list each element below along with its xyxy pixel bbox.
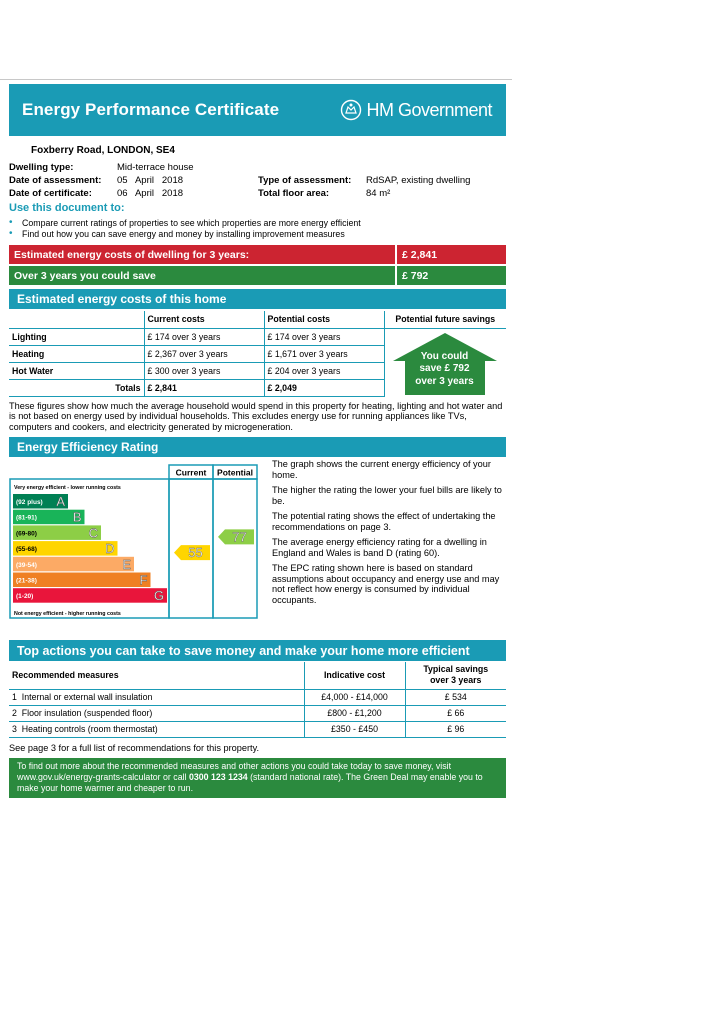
dwelling-type-value: Mid-terrace house (117, 162, 194, 173)
table-row: Lighting £ 174 over 3 years £ 174 over 3 years You could save £ 792 over 3 years (9, 328, 506, 345)
rating-bands (13, 494, 167, 603)
property-address: Foxberry Road, LONDON, SE4 (31, 145, 175, 156)
certificate-title: Energy Performance Certificate (22, 100, 280, 119)
rating-section-title: Energy Efficiency Rating (9, 437, 506, 457)
rating-band-letter: D (105, 541, 115, 557)
estimated-cost-value: £ 2,841 (397, 245, 506, 264)
recommended-measures-table (9, 662, 506, 738)
typical-savings-header: Typical savings over 3 years (405, 662, 506, 689)
bullet-icon: • (9, 228, 13, 239)
list-item: • Find out how you can save energy and money by installing improvement measures (9, 228, 345, 239)
rating-band-letter: F (139, 572, 148, 588)
rating-arrows (174, 529, 254, 560)
date-of-assessment-label: Date of assessment: (9, 175, 102, 186)
rating-band-range: (92 plus) (16, 499, 43, 506)
future-savings-header: Potential future savings (384, 311, 506, 328)
rating-band-range: (81-91) (16, 514, 37, 522)
rating-band-g (13, 588, 167, 603)
table-row: 1 Internal or external wall insulation £4,000 - £14,000 £ 534 (9, 689, 506, 705)
could-save-label: Over 3 years you could save (9, 266, 395, 285)
costs-note: These figures show how much the average household would spend in this property for heating, lighting and hot water and is not based on energy used by individual households. This excludes energy use for running appliances like TVs, computers and cookers, and electricity generated by microgeneration. (9, 400, 503, 432)
rating-band-range: (69-80) (16, 530, 37, 538)
dwelling-type-label: Dwelling type: (9, 162, 74, 173)
rating-chart (9, 459, 269, 634)
could-save-band (9, 266, 506, 285)
rating-band-range: (55-68) (16, 546, 37, 554)
potential-costs-header: Potential costs (264, 311, 384, 328)
date-of-certificate-value: 06 April 2018 (117, 188, 184, 199)
see-page-note: See page 3 for a full list of recommendations for this property. (9, 742, 260, 753)
top-caption: Very energy efficient - lower running costs (14, 485, 121, 491)
royal-crest-icon (340, 99, 362, 121)
costs-section-title: Estimated energy costs of this home (9, 289, 506, 309)
use-document-title: Use this document to: (9, 202, 125, 214)
could-save-value: £ 792 (397, 266, 506, 285)
certificate-header (9, 84, 506, 136)
potential-rating-value: 77 (232, 529, 247, 545)
current-rating-value: 55 (188, 545, 203, 561)
table-header-row (9, 662, 506, 689)
savings-house-cell (384, 328, 506, 396)
bullet-icon: • (9, 217, 13, 228)
hm-government-text: HM Government (366, 99, 492, 120)
page-top-rule (0, 79, 512, 80)
actions-section-title: Top actions you can take to save money and make your home more efficient (9, 640, 506, 661)
phone-number: 0300 123 1234 (188, 771, 248, 782)
type-of-assessment-value: RdSAP, existing dwelling (366, 175, 471, 186)
table-row: Hot Water £ 300 over 3 years £ 204 over 3 years (9, 362, 506, 379)
savings-house-text: You could save £ 792 over 3 years (415, 350, 474, 387)
rating-band-letter: A (56, 494, 65, 509)
potential-column (213, 479, 257, 618)
table-row: 3 Heating controls (room thermostat) £350 - £450 £ 96 (9, 721, 506, 737)
table-row: 2 Floor insulation (suspended floor) £800 - £1,200 £ 66 (9, 705, 506, 721)
current-costs-header: Current costs (144, 311, 264, 328)
totals-label: Totals (9, 379, 144, 396)
estimated-cost-label: Estimated energy costs of dwelling for 3 years: (9, 245, 395, 264)
table-header-row (9, 311, 506, 328)
type-of-assessment-label: Type of assessment: (258, 175, 352, 186)
indicative-cost-header: Indicative cost (304, 662, 405, 689)
use-document-list (9, 217, 506, 239)
rating-band-range: (1-20) (16, 593, 34, 601)
rating-band-letter: B (72, 509, 82, 525)
rating-explanation: The graph shows the current energy efficiency of your home. The higher the rating the lower your fuel bills are likely to be. The potential rating shows the effect of undertaking the recommendations on page 3. The average energy efficiency rating for a dwelling in England and Wales is band D (rating 60). The EPC rating shown here is based on standard assumptions about occupancy and energy use and may not reflect how energy is consumed by individual occupants. (272, 459, 502, 605)
energy-efficiency-rating (9, 459, 506, 634)
potential-column-label: Potential (217, 467, 253, 478)
date-of-certificate-label: Date of certificate: (9, 188, 92, 199)
rating-band-range: (39-54) (16, 561, 37, 569)
property-details (9, 162, 506, 202)
epc-page (9, 84, 506, 798)
total-floor-area-value: 84 m² (366, 188, 391, 199)
list-item: • Compare current ratings of properties to see which properties are more energy efficient (9, 217, 361, 228)
estimated-cost-band (9, 245, 506, 264)
date-of-assessment-value: 05 April 2018 (117, 175, 184, 186)
measures-header: Recommended measures (9, 662, 304, 689)
current-column-label: Current (175, 467, 207, 478)
table-row: Heating £ 2,367 over 3 years £ 1,671 over 3 years (9, 345, 506, 362)
hm-government-logo (340, 99, 492, 121)
rating-band-letter: G (153, 588, 164, 604)
rating-band-letter: C (88, 525, 98, 541)
more-info-box: To find out more about the recommended measures and other actions you could take today to save money, visit www.gov.uk/energy-grants-calculator or call 0300 123 1234 (standard national rate). The Green Deal may enable you to make your home warmer and cheaper to run. (9, 758, 506, 798)
energy-costs-table (9, 311, 506, 397)
rating-band-range: (21-38) (16, 577, 37, 585)
rating-band-letter: E (122, 556, 131, 572)
totals-current: £ 2,841 (144, 379, 264, 396)
totals-potential: £ 2,049 (264, 379, 384, 396)
total-floor-area-label: Total floor area: (258, 188, 330, 199)
bottom-caption: Not energy efficient - higher running costs (14, 611, 121, 617)
